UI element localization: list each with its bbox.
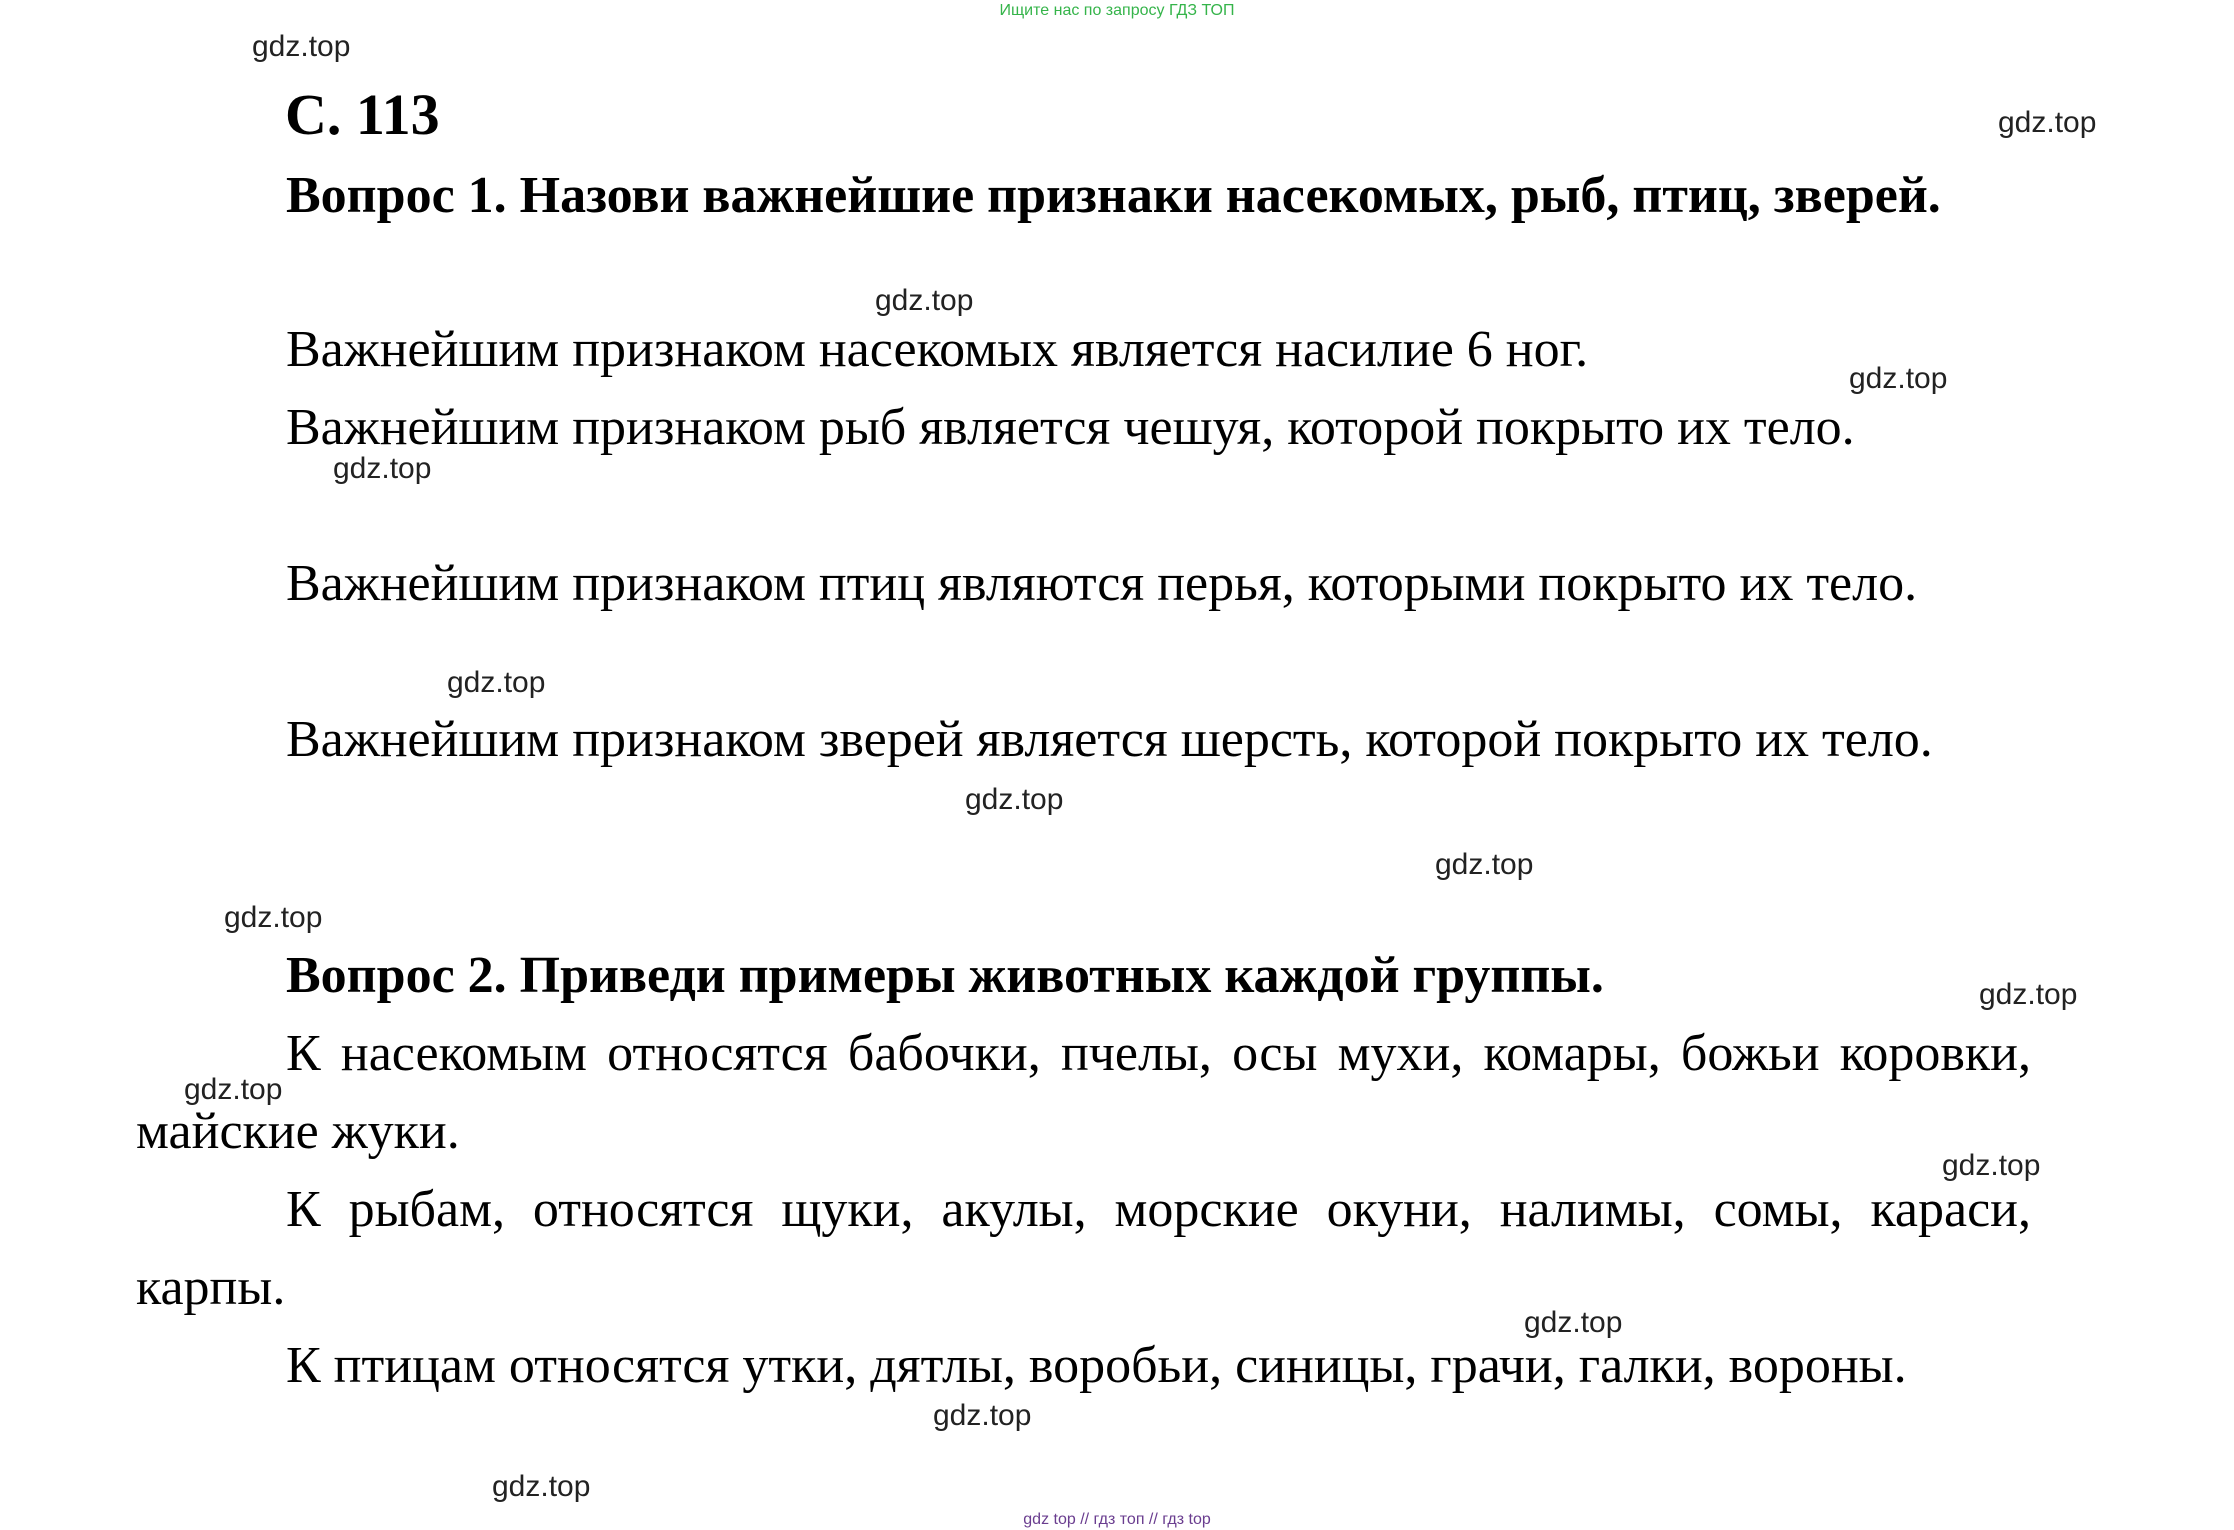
watermark: gdz.top — [933, 1399, 1032, 1432]
watermark: gdz.top — [1524, 1306, 1623, 1339]
question-2: Вопрос 2. Приведи примеры животных каждой группы. — [286, 947, 1604, 1004]
answer-1-mammals: Важнейшим признаком зверей является шерсть, которой покрыто их тело. — [286, 711, 1933, 768]
watermark: gdz.top — [1435, 848, 1534, 881]
answer-1-fish: Важнейшим признаком рыб является чешуя, которой покрыто их тело. — [286, 399, 1855, 456]
watermark: gdz.top — [447, 666, 546, 699]
watermark: gdz.top — [965, 783, 1064, 816]
watermark: gdz.top — [224, 901, 323, 934]
question-1: Вопрос 1. Назови важнейшие признаки насекомых, рыб, птиц, зверей. — [286, 167, 1941, 224]
answer-2-insects: К насекомым относятся бабочки, пчелы, осы мухи, комары, божьи коровки, майские жуки. — [136, 1025, 2031, 1160]
answer-1-insects: Важнейшим признаком насекомых является насилие 6 ног. — [286, 321, 1589, 378]
watermark: gdz.top — [333, 452, 432, 485]
top-banner: Ищите нас по запросу ГДЗ ТОП — [999, 2, 1235, 19]
watermark: gdz.top — [252, 30, 351, 63]
footer: gdz top // гдз топ // гдз top — [1023, 1511, 1211, 1528]
watermark: gdz.top — [492, 1470, 591, 1503]
watermark: gdz.top — [184, 1073, 283, 1106]
answer-2-fish: К рыбам, относятся щуки, акулы, морские окуни, налимы, сомы, караси, карпы. — [136, 1181, 2031, 1316]
watermark: gdz.top — [1942, 1149, 2041, 1182]
page-reference: С. 113 — [285, 82, 440, 147]
watermark: gdz.top — [875, 284, 974, 317]
watermark: gdz.top — [1998, 106, 2097, 139]
watermark: gdz.top — [1979, 978, 2078, 1011]
answer-1-birds: Важнейшим признаком птиц являются перья, которыми покрыто их тело. — [286, 555, 1918, 612]
answer-2-birds: К птицам относятся утки, дятлы, воробьи, синицы, грачи, галки, вороны. — [286, 1337, 1907, 1394]
watermark: gdz.top — [1849, 362, 1948, 395]
